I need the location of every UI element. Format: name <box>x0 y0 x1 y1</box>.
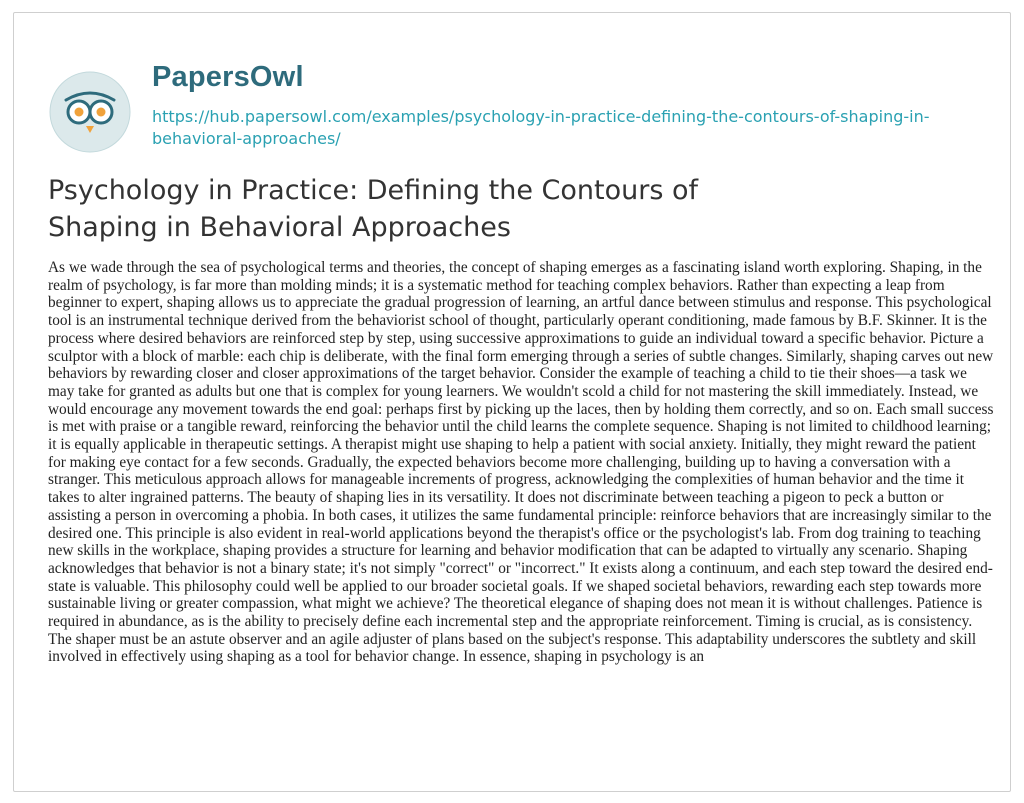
source-url-link[interactable]: https://hub.papersowl.com/examples/psychology-in-practice-defining-the-contours-of-shaping-in-behavioral-approaches/ <box>152 107 930 148</box>
page-header <box>48 60 968 152</box>
brand-name: PapersOwl <box>152 61 304 93</box>
article-title: Psychology in Practice: Defining the Contours of Shaping in Behavioral Approaches <box>48 175 698 243</box>
owl-logo-icon <box>48 70 132 154</box>
article-body: As we wade through the sea of psychological terms and theories, the concept of shaping emerges as a fascinating island worth exploring. Shaping, in the realm of psychology, is far more than molding minds; it is a systematic method for teaching complex behaviors. Rather than expecting a leap from beginner to expert, shaping allows us to appreciate the gradual progression of learning, an artful dance between stimulus and response. This psychological tool is an instrumental technique derived from the behaviorist school of thought, particularly operant conditioning, made famous by B.F. Skinner. It is the process where desired behaviors are reinforced step by step, using successive approximations to guide an individual toward a specific behavior. Picture a sculptor with a block of marble: each chip is deliberate, with the final form emerging through a series of subtle changes. Similarly, shaping carves out new behaviors by rewarding closer and closer approximations of the target behavior. Consider the example of teaching a child to tie their shoes—a task we may take for granted as adults but one that is complex for young learners. We wouldn't scold a child for not mastering the skill immediately. Instead, we would encourage any movement towards the end goal: perhaps first by picking up the laces, then by holding them correctly, and so on. Each small success is met with praise or a tangible reward, reinforcing the behavior until the child learns the complete sequence. Shaping is not limited to childhood learning; it is equally applicable in therapeutic settings. A therapist might use shaping to help a patient with social anxiety. Initially, they might reward the patient for making eye contact for a few seconds. Gradually, the expected behaviors become more challenging, building up to having a conversation with a stranger. This meticulous approach allows for manageable increments of progress, acknowledging the complexities of human behavior and the time it takes to alter ingrained patterns. The beauty of shaping lies in its versatility. It does not discriminate between teaching a pigeon to peck a button or assisting a person in overcoming a phobia. In both cases, it utilizes the same fundamental principle: reinforce behaviors that are increasingly similar to the desired one. This principle is also evident in real-world applications beyond the therapist's office or the psychologist's lab. From dog training to teaching new skills in the workplace, shaping provides a structure for learning and behavior modification that can be adapted to virtually any scenario. Shaping acknowledges that behavior is not a binary state; it's not simply "correct" or "incorrect." It exists along a continuum, and each step toward the desired end-state is valuable. This philosophy could well be applied to our broader societal goals. If we shaped societal behaviors, rewarding each step towards more sustainable living or greater compassion, what might we achieve? The theoretical elegance of shaping does not mean it is without challenges. Patience is required in abundance, as is the ability to precisely define each incremental step and the appropriate reinforcement. Timing is crucial, as is consistency. The shaper must be an astute observer and an agile adjuster of plans based on the subject's response. This adaptability underscores the subtlety and skill involved in effectively using shaping as a tool for behavior change. In essence, shaping in psychology is an <box>48 259 994 666</box>
